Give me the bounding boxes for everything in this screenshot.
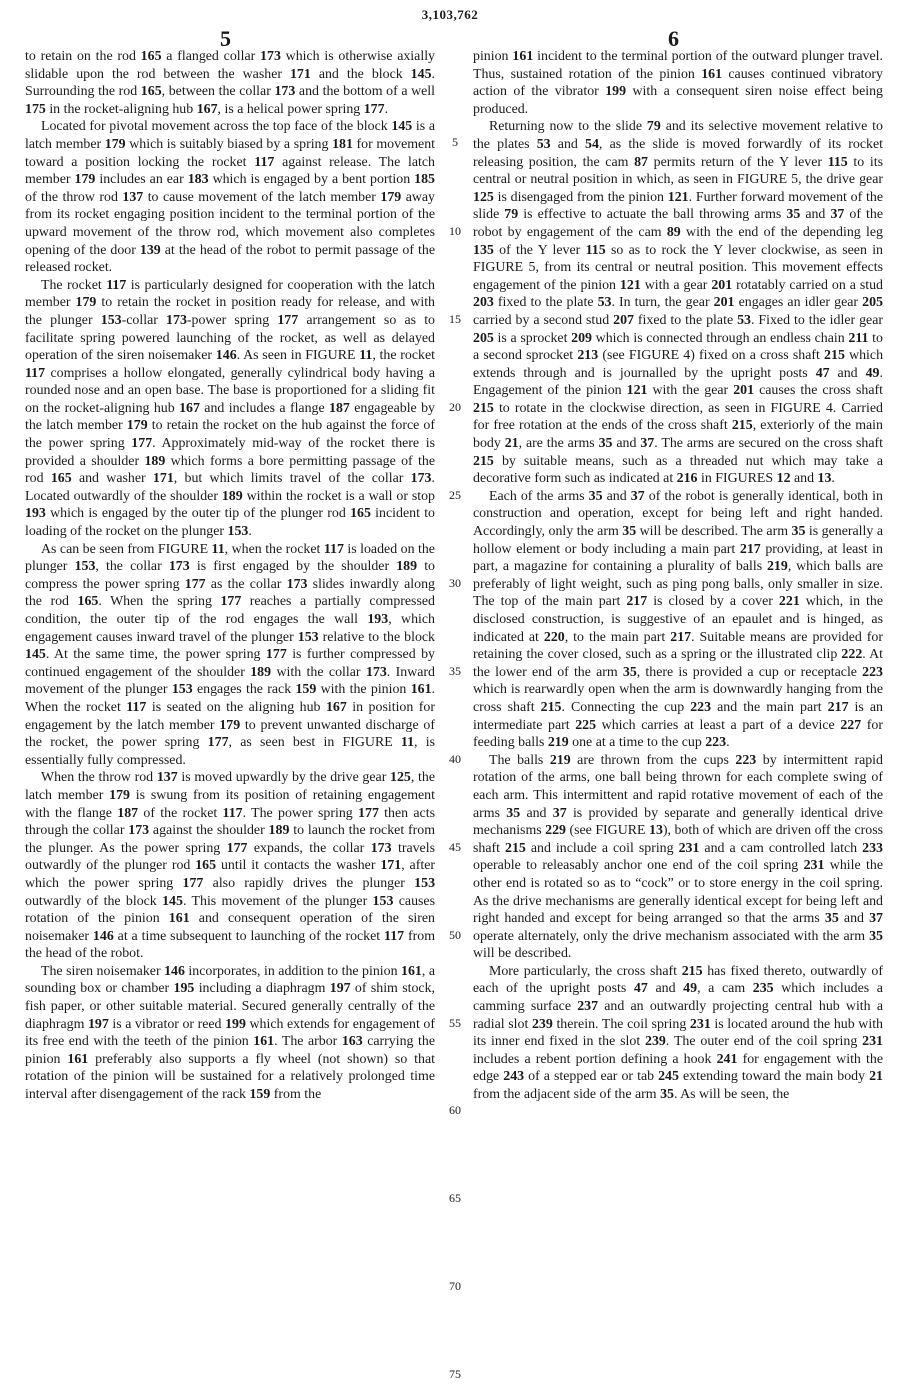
paragraph: The balls 219 are thrown from the cups 223 by intermittent rapid rotation of the arms, one ball being thrown for each complete swing of each arm. This intermittent and rapid rotative movement of each of the arms 35 and 37 is provided by separate and generally identical drive mechanisms 229 (see FIGURE 13), both of which are driven off the cross shaft 215 and include a coil spring 231 and a cam controlled latch 233 operable to releasably anchor one end of the coil spring 231 while the other end is rotated so as to “cock” or to store energy in the coil spring. As the drive mechanisms are generally identical except for being left and right handed and except for being arranged so that the arms 35 and 37 operate alternately, only the drive mechanism associated with the arm 35 will be described. — [473, 752, 884, 962]
line-number: 25 — [449, 488, 461, 502]
reference-numeral: 161 — [512, 49, 534, 64]
line-number: 45 — [449, 840, 461, 854]
reference-numeral: 197 — [87, 1016, 109, 1032]
reference-numeral: 35 — [660, 1087, 674, 1103]
reference-numeral: 117 — [126, 699, 147, 715]
reference-numeral: 37 — [869, 911, 883, 927]
reference-numeral: 173 — [128, 823, 150, 839]
reference-numeral: 121 — [619, 277, 641, 293]
reference-numeral: 205 — [473, 330, 494, 346]
line-number: 50 — [449, 928, 461, 942]
reference-numeral: 195 — [173, 981, 195, 997]
right-column-number: 6 — [668, 26, 679, 51]
reference-numeral: 161 — [401, 963, 422, 979]
reference-numeral: 145 — [391, 119, 413, 135]
reference-numeral: 153 — [227, 524, 249, 540]
reference-numeral: 117 — [384, 928, 405, 944]
reference-numeral: 215 — [473, 453, 494, 469]
reference-numeral: 173 — [274, 84, 296, 100]
reference-numeral: 153 — [171, 682, 193, 698]
reference-numeral: 21 — [504, 436, 519, 452]
reference-numeral: 215 — [731, 418, 753, 434]
reference-numeral: 161 — [410, 682, 432, 698]
reference-numeral: 79 — [504, 207, 519, 223]
right-text-column — [473, 48, 883, 1104]
reference-numeral: 243 — [503, 1069, 525, 1085]
reference-numeral: 177 — [226, 840, 248, 856]
reference-numeral: 53 — [536, 136, 551, 152]
reference-numeral: 223 — [705, 735, 727, 751]
reference-numeral: 189 — [221, 488, 243, 504]
reference-numeral: 173 — [410, 471, 432, 487]
paragraph: Returning now to the slide 79 and its selective movement relative to the plates 53 and 54, as the slide is moved forwardly of its rocket releasing position, the cam 87 permits return of the Y lever 115 to its central or neutral position in which, as seen in FIGURE 5, the drive gear 125 is disengaged from the pinion 121. Further forward movement of the slide 79 is effective to actuate the ball throwing arms 35 and 37 of the robot by engagement of the cam 89 with the end of the depending leg 135 of the Y lever 115 so as to rock the Y lever clockwise, as seen in FIGURE 5, from its central or neutral position. This movement effects engagement of the pinion 121 with a gear 201 rotatably carried on a stud 203 fixed to the plate 53. In turn, the gear 201 engages an idler gear 205 carried by a second stud 207 fixed to the plate 53. Fixed to the idler gear 205 is a sprocket 209 which is connected through an endless chain 211 to a second sprocket 213 (see FIGURE 4) fixed on a cross shaft 215 which extends through and is journalled by the upright posts 47 and 49. Engagement of the pinion 121 with the gear 201 causes the cross shaft 215 to rotate in the clockwise direction, as seen in FIGURE 4. Carried for free rotation at the ends of the cross shaft 215, exteriorly of the main body 21, are the arms 35 and 37. The arms are secured on the cross shaft 215 by suitable means, such as a threaded nut which may take a decorative form such as indicated at 216 in FIGURES 12 and 13. — [473, 119, 884, 487]
patent-number: 3,103,762 — [421, 7, 479, 22]
line-number: 30 — [449, 576, 461, 590]
reference-numeral: 161 — [253, 1034, 275, 1050]
reference-numeral: 220 — [543, 629, 565, 645]
reference-numeral: 245 — [658, 1069, 679, 1085]
reference-numeral: 117 — [323, 541, 344, 557]
reference-numeral: 177 — [277, 312, 299, 328]
reference-numeral: 125 — [473, 189, 494, 205]
reference-numeral: 199 — [605, 84, 627, 100]
line-number: 5 — [452, 135, 458, 149]
line-number: 60 — [449, 1103, 461, 1117]
reference-numeral: 137 — [156, 770, 178, 786]
reference-numeral: 207 — [613, 312, 634, 328]
reference-numeral: 167 — [179, 400, 200, 416]
reference-numeral: 187 — [117, 805, 139, 821]
line-number: 40 — [449, 752, 461, 766]
reference-numeral: 173 — [286, 576, 308, 592]
reference-numeral: 177 — [363, 101, 385, 117]
left-column-number: 5 — [220, 26, 231, 51]
reference-numeral: 165 — [50, 471, 72, 487]
reference-numeral: 193 — [367, 612, 389, 627]
reference-numeral: 237 — [577, 999, 599, 1015]
reference-numeral: 167 — [325, 699, 347, 715]
line-number: 15 — [449, 312, 461, 326]
reference-numeral: 179 — [74, 172, 96, 188]
reference-numeral: 47 — [815, 365, 830, 381]
reference-numeral: 13 — [817, 471, 832, 487]
paragraph: The rocket 117 is particularly designed for cooperation with the latch member 179 to retain the rocket in position ready for release, and with the plunger 153-collar 173-power spring 177 arrangement so as to facilitate spring powered launching of the rocket, as well as delayed operation of the siren noisemaker 146. As seen in FIGURE 11, the rocket 117 comprises a hollow elongated, generally cylindrical body having a rounded nose and an open base. The base is proportioned for a sliding fit on the rocket-aligning hub 167 and includes a flange 187 engageable by the latch member 179 to retain the rocket on the hub against the force of the power spring 177. Approximately mid-way of the rocket there is provided a shoulder 189 which forms a bore permitting passage of the rod 165 and washer 171, but which limits travel of the collar 173. Located outwardly of the shoulder 189 within the rocket is a wall or stop 193 which is engaged by the outer tip of the plunger rod 165 incident to loading of the rocket on the plunger 153. — [25, 277, 436, 540]
reference-numeral: 239 — [531, 1016, 553, 1032]
reference-numeral: 241 — [716, 1051, 738, 1067]
reference-numeral: 146 — [215, 348, 237, 364]
reference-numeral: 213 — [577, 348, 599, 364]
reference-numeral: 177 — [182, 875, 204, 891]
reference-numeral: 35 — [791, 524, 806, 540]
paragraph: Each of the arms 35 and 37 of the robot is generally identical, both in construction and operation, except for being left and right handed. Accordingly, only the arm 35 will be described. The arm 35 is generally a hollow element or body including a main part 217 providing, at least in part, a magazine for containing a plurality of balls 219, which balls are preferably of light weight, such as ping pong balls, only smaller in size. The top of the main part 217 is closed by a cover 221 which, in the disclosed construction, is suggestive of an epaulet and is hinged, as indicated at 220, to the main part 217. Suitable means are provided for retaining the cover closed, such as a spring or the illustrated clip 222. At the lower end of the arm 35, there is provided a cup or receptacle 223 which is rearwardly open when the arm is downwardly hanging from the cross shaft 215. Connecting the cup 223 and the main part 217 is an intermediate part 225 which carries at least a part of a device 227 for feeding balls 219 one at a time to the cup 223. — [473, 488, 883, 751]
reference-numeral: 35 — [622, 524, 637, 540]
reference-numeral: 215 — [505, 840, 526, 856]
reference-numeral: 193 — [25, 506, 46, 522]
reference-numeral: 219 — [547, 735, 569, 751]
reference-numeral: 153 — [372, 893, 394, 909]
reference-numeral: 203 — [473, 295, 494, 311]
reference-numeral: 146 — [164, 963, 185, 979]
reference-numeral: 153 — [414, 875, 436, 891]
reference-numeral: 153 — [297, 629, 319, 645]
reference-numeral: 185 — [414, 172, 435, 188]
reference-numeral: 35 — [588, 488, 603, 504]
reference-numeral: 189 — [396, 559, 418, 575]
reference-numeral: 37 — [830, 207, 845, 223]
reference-numeral: 179 — [380, 189, 402, 205]
reference-numeral: 35 — [598, 436, 613, 452]
reference-numeral: 165 — [195, 858, 217, 874]
reference-numeral: 165 — [350, 506, 371, 522]
reference-numeral: 53 — [737, 312, 751, 328]
reference-numeral: 117 — [25, 365, 46, 381]
reference-numeral: 173 — [260, 49, 281, 64]
reference-numeral: 135 — [473, 242, 494, 258]
reference-numeral: 35 — [869, 928, 883, 944]
reference-numeral: 79 — [646, 119, 661, 135]
paragraph: The siren noisemaker 146 incorporates, in addition to the pinion 161, a sounding box or chamber 195 including a diaphragm 197 of shim stock, fish paper, or other suitable material. Secured generally centrally of the diaphragm 197 is a vibrator or reed 199 which extends for engagement of its free end with the teeth of the pinion 161. The arbor 163 carrying the pinion 161 preferably also supports a fly wheel (not shown) so that rotation of the pinion will be sustained for a relatively prolonged time interval after disengagement of the rack 159 from the — [25, 963, 436, 1103]
reference-numeral: 227 — [840, 717, 862, 733]
reference-numeral: 35 — [786, 207, 801, 223]
reference-numeral: 11 — [359, 348, 373, 364]
reference-numeral: 35 — [824, 911, 839, 927]
reference-numeral: 47 — [633, 981, 648, 997]
reference-numeral: 161 — [67, 1051, 89, 1067]
reference-numeral: 216 — [676, 471, 698, 487]
reference-numeral: 54 — [585, 136, 599, 152]
reference-numeral: 209 — [571, 330, 592, 346]
reference-numeral: 117 — [106, 277, 127, 293]
reference-numeral: 37 — [552, 805, 567, 821]
reference-numeral: 231 — [678, 840, 700, 856]
reference-numeral: 49 — [683, 981, 698, 997]
reference-numeral: 189 — [144, 453, 166, 469]
reference-numeral: 179 — [75, 295, 97, 311]
reference-numeral: 217 — [739, 541, 761, 557]
reference-numeral: 159 — [295, 682, 317, 698]
reference-numeral: 231 — [862, 1034, 883, 1050]
reference-numeral: 13 — [649, 823, 663, 839]
reference-numeral: 183 — [187, 172, 209, 188]
reference-numeral: 145 — [162, 893, 183, 909]
reference-numeral: 125 — [390, 770, 411, 786]
reference-numeral: 219 — [549, 752, 571, 768]
reference-numeral: 229 — [545, 823, 566, 839]
reference-numeral: 201 — [713, 295, 735, 311]
reference-numeral: 173 — [365, 664, 387, 680]
reference-numeral: 161 — [168, 911, 190, 927]
reference-numeral: 199 — [225, 1016, 246, 1032]
reference-numeral: 219 — [766, 559, 788, 575]
reference-numeral: 231 — [803, 858, 825, 874]
line-number: 10 — [449, 224, 461, 238]
reference-numeral: 215 — [540, 699, 562, 715]
reference-numeral: 49 — [865, 365, 880, 381]
line-number: 35 — [449, 664, 461, 678]
reference-numeral: 173 — [168, 559, 190, 575]
reference-numeral: 177 — [220, 594, 242, 610]
reference-numeral: 201 — [733, 383, 755, 399]
line-number: 20 — [449, 400, 461, 414]
reference-numeral: 173 — [370, 840, 392, 856]
reference-numeral: 189 — [268, 823, 290, 839]
reference-numeral: 197 — [329, 981, 351, 997]
reference-numeral: 215 — [473, 400, 494, 416]
reference-numeral: 153 — [74, 559, 96, 575]
reference-numeral: 161 — [701, 66, 723, 82]
reference-numeral: 11 — [211, 541, 225, 557]
reference-numeral: 215 — [824, 348, 845, 364]
reference-numeral: 217 — [670, 629, 692, 645]
reference-numeral: 215 — [681, 963, 703, 979]
line-number: 55 — [449, 1016, 461, 1030]
reference-numeral: 239 — [645, 1034, 666, 1050]
reference-numeral: 177 — [207, 735, 229, 751]
reference-numeral: 146 — [92, 928, 114, 944]
paragraph: Located for pivotal movement across the top face of the block 145 is a latch member 179 which is suitably biased by a spring 181 for movement toward a position locking the rocket 117 against release. The latch member 179 includes an ear 183 which is engaged by a bent portion 185 of the throw rod 137 to cause movement of the latch member 179 away from its rocket engaging position incident to the terminal portion of the upward movement of the throw rod, which movement also completes opening of the door 139 at the head of the robot to permit passage of the released rocket. — [25, 119, 436, 276]
paragraph: More particularly, the cross shaft 215 has fixed thereto, outwardly of each of the upright posts 47 and 49, a cam 235 which includes a camming surface 237 and an outwardly projecting central hub with a radial slot 239 therein. The coil spring 231 is located around the hub with its inner end fixed in the slot 239. The outer end of the coil spring 231 includes a rebent portion defining a hook 241 for engagement with the edge 243 of a stepped ear or tab 245 extending toward the main body 21 from the adjacent side of the arm 35. As will be seen, the — [473, 963, 884, 1103]
reference-numeral: 221 — [778, 594, 800, 610]
line-number: 70 — [449, 1279, 461, 1293]
reference-numeral: 121 — [626, 383, 648, 399]
reference-numeral: 167 — [196, 101, 218, 117]
reference-numeral: 175 — [25, 101, 46, 117]
reference-numeral: 181 — [332, 136, 353, 152]
reference-numeral: 89 — [666, 224, 681, 240]
reference-numeral: 163 — [341, 1034, 363, 1050]
reference-numeral: 121 — [667, 189, 689, 205]
reference-numeral: 231 — [689, 1016, 711, 1032]
reference-numeral: 233 — [862, 840, 883, 856]
reference-numeral: 177 — [358, 805, 379, 821]
reference-numeral: 87 — [634, 154, 648, 170]
reference-numeral: 179 — [219, 717, 241, 733]
reference-numeral: 159 — [249, 1087, 271, 1103]
reference-numeral: 115 — [827, 154, 848, 170]
reference-numeral: 223 — [690, 699, 712, 715]
paragraph: When the throw rod 137 is moved upwardly by the drive gear 125, the latch member 179 is swung from its position of retaining engagement with the flange 187 of the rocket 117. The power spring 177 then acts through the collar 173 against the shoulder 189 to launch the rocket from the plunger. As the power spring 177 expands, the collar 173 travels outwardly of the plunger rod 165 until it contacts the washer 171, after which the power spring 177 also rapidly drives the plunger 153 outwardly of the block 145. This movement of the plunger 153 causes rotation of the pinion 161 and consequent operation of the siren noisemaker 146 at a time subsequent to launching of the rocket 117 from the head of the robot. — [25, 770, 436, 962]
reference-numeral: 217 — [827, 699, 849, 715]
paragraph: to retain on the rod 165 a flanged collar 173 which is otherwise axially slidable upon the rod between the washer 171 and the block 145. Surrounding the rod 165, between the collar 173 and the bottom of a well 175 in the rocket-aligning hub 167, is a helical power spring 177. — [25, 49, 436, 117]
paragraph: pinion 161 incident to the terminal portion of the outward plunger travel. Thus, sustained rotation of the pinion 161 causes continued vibratory action of the vibrator 199 with a consequent siren noise effect being produced. — [473, 49, 883, 117]
reference-numeral: 179 — [109, 787, 130, 803]
reference-numeral: 222 — [841, 647, 863, 663]
reference-numeral: 201 — [711, 277, 733, 293]
reference-numeral: 179 — [104, 136, 126, 152]
reference-numeral: 171 — [380, 858, 402, 874]
reference-numeral: 53 — [597, 295, 612, 311]
paragraph: As can be seen from FIGURE 11, when the rocket 117 is loaded on the plunger 153, the collar 173 is first engaged by the shoulder 189 to compress the power spring 177 as the collar 173 slides inwardly along the rod 165. When the spring 177 reaches a partially compressed condition, the outer tip of the rod engages the wall 193, which engagement causes inward travel of the plunger 153 relative to the block 145. At the same time, the power spring 177 is further compressed by continued engagement of the shoulder 189 with the collar 173. Inward movement of the plunger 153 engages the rack 159 with the pinion 161. When the rocket 117 is seated on the aligning hub 167 in position for engagement by the latch member 179 to prevent unwanted discharge of the rocket, the power spring 177, as seen best in FIGURE 11, is essentially fully compressed. — [25, 541, 436, 768]
reference-numeral: 225 — [575, 717, 597, 733]
reference-numeral: 12 — [776, 471, 791, 487]
reference-numeral: 37 — [640, 436, 655, 452]
reference-numeral: 171 — [289, 66, 311, 82]
reference-numeral: 145 — [410, 66, 432, 82]
reference-numeral: 35 — [622, 664, 637, 680]
reference-numeral: 137 — [122, 189, 144, 205]
reference-numeral: 177 — [265, 647, 287, 663]
reference-numeral: 173 — [166, 312, 187, 328]
reference-numeral: 165 — [140, 49, 162, 64]
left-text-column — [25, 48, 435, 1104]
line-number: 75 — [449, 1367, 461, 1381]
reference-numeral: 11 — [400, 735, 415, 751]
reference-numeral: 35 — [506, 805, 521, 821]
reference-numeral: 189 — [250, 664, 272, 680]
reference-numeral: 235 — [752, 981, 774, 997]
reference-numeral: 179 — [126, 418, 148, 434]
reference-numeral: 115 — [585, 242, 606, 258]
reference-numeral: 177 — [184, 576, 206, 592]
line-number: 65 — [449, 1191, 461, 1205]
reference-numeral: 205 — [862, 295, 883, 311]
reference-numeral: 117 — [254, 154, 275, 170]
reference-numeral: 139 — [139, 242, 161, 258]
reference-numeral: 211 — [848, 330, 869, 346]
reference-numeral: 165 — [77, 594, 99, 610]
reference-numeral: 145 — [25, 647, 46, 663]
reference-numeral: 37 — [630, 488, 645, 504]
reference-numeral: 153 — [100, 312, 122, 328]
reference-numeral: 171 — [152, 471, 174, 487]
reference-numeral: 187 — [329, 400, 350, 416]
reference-numeral: 117 — [222, 805, 243, 821]
reference-numeral: 223 — [862, 664, 883, 680]
reference-numeral: 165 — [140, 84, 162, 100]
reference-numeral: 217 — [626, 594, 648, 610]
reference-numeral: 223 — [735, 752, 757, 768]
reference-numeral: 21 — [869, 1069, 883, 1085]
reference-numeral: 177 — [131, 436, 153, 452]
